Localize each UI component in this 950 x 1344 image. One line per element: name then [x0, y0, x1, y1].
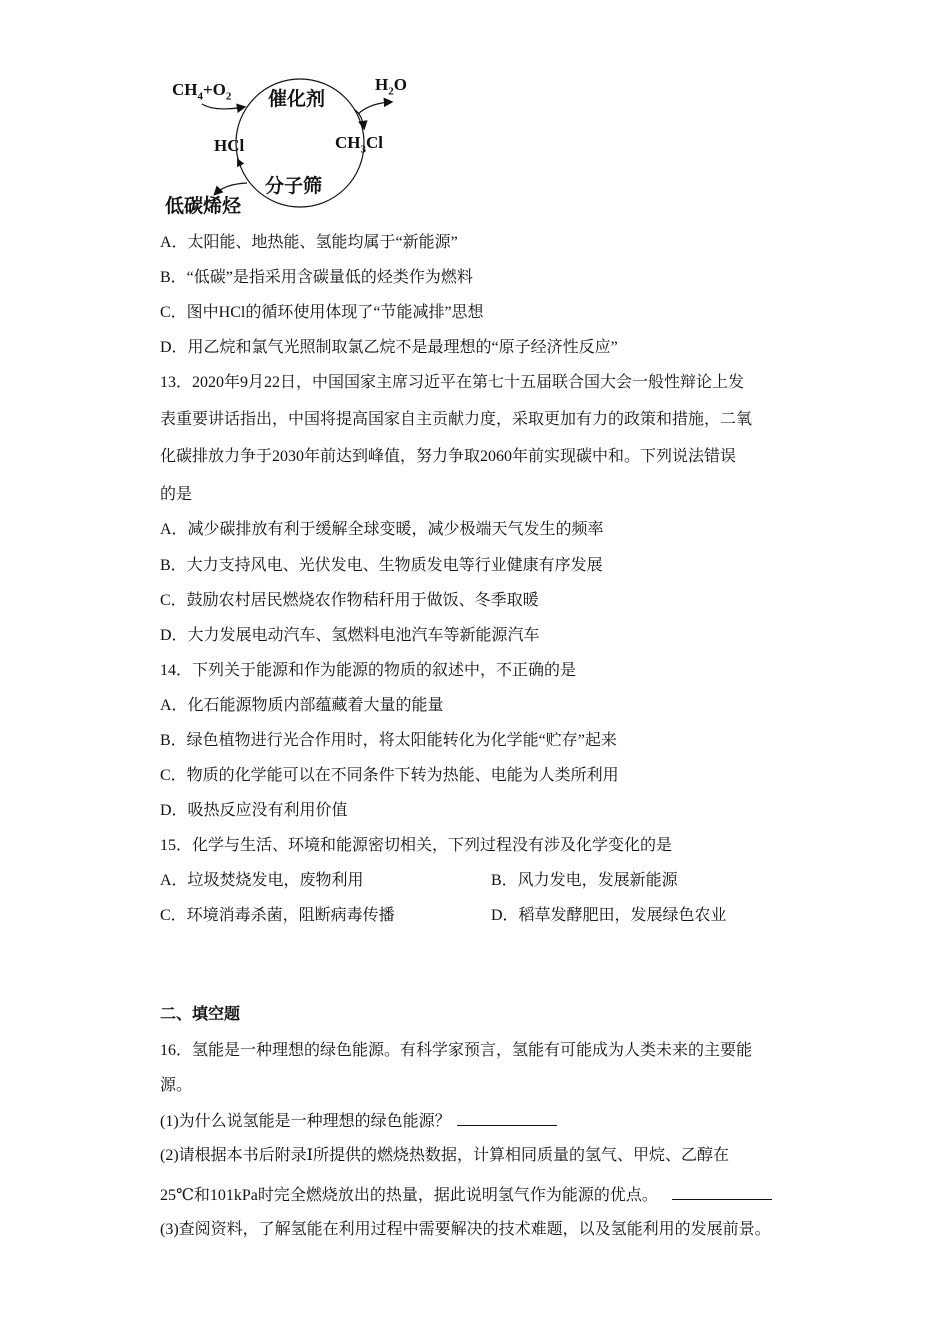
text: 4 [197, 90, 203, 103]
text: +O [203, 80, 226, 99]
q13-option-d: D．大力发展电动汽车、氢燃料电池汽车等新能源汽车 [160, 627, 540, 644]
q14-option-c: C．物质的化学能可以在不同条件下转为热能、电能为人类所利用 [160, 767, 619, 784]
catalyst-label: 催化剂 [268, 89, 326, 110]
hcl-label: HCl [214, 136, 245, 155]
q14-option-d: D．吸热反应没有利用价值 [160, 802, 348, 819]
section-heading: 二、填空题 [160, 1006, 241, 1023]
q12-option-a: A．太阳能、地热能、氢能均属于“新能源” [160, 234, 458, 251]
q16-part-2-cont [160, 1185, 772, 1206]
q15-option-d: D．稻草发酵肥田，发展绿色农业 [491, 907, 727, 924]
text: Cl [366, 133, 383, 152]
q15-option-b: B．风力发电，发展新能源 [491, 872, 678, 889]
text: (1)为什么说氢能是一种理想的绿色能源？ [160, 1113, 451, 1130]
q16-stem-line: 16．氢能是一种理想的绿色能源。有科学家预言，氢能有可能成为人类未来的主要能 [160, 1042, 753, 1059]
text: H [375, 75, 389, 94]
q13-option-b: B．大力支持风电、光伏发电、生物质发电等行业健康有序发展 [160, 557, 603, 574]
q16-stem-line: 源。 [160, 1077, 193, 1094]
text: CH [335, 133, 361, 152]
q13-stem-line: 表重要讲话指出，中国将提高国家自主贡献力度，采取更加有力的政策和措施，二氧 [160, 411, 753, 428]
q14-option-b: B．绿色植物进行光合作用时，将太阳能转化为化学能“贮存”起来 [160, 732, 617, 749]
text: CH [172, 80, 198, 99]
q13-option-a: A．减少碳排放有利于缓解全球变暖，减少极端天气发生的频率 [160, 521, 604, 538]
cycle-arrows [0, 0, 950, 230]
q13-option-c: C．鼓励农村居民燃烧农作物秸秆用于做饭、冬季取暖 [160, 592, 539, 609]
q13-stem-line: 化碳排放力争于2030年前达到峰值，努力争取2060年前实现碳中和。下列说法错误 [160, 448, 737, 465]
olefin-label: 低碳烯烃 [165, 196, 242, 217]
q16-part-1 [160, 1111, 557, 1132]
q15-option-a: A．垃圾焚烧发电，废物利用 [160, 872, 364, 889]
q14-stem: 14．下列关于能源和作为能源的物质的叙述中，不正确的是 [160, 662, 577, 679]
text: 2 [388, 85, 394, 98]
text: 25℃和101kPa时完全燃烧放出的热量，据此说明氢气作为能源的优点。 [160, 1187, 658, 1204]
q13-stem-line: 13．2020年9月22日，中国国家主席习近平在第七十五届联合国大会一般性辩论上发 [160, 374, 745, 391]
ch3cl-label [335, 133, 383, 159]
q13-stem-line: 的是 [160, 486, 193, 503]
text: 2 [225, 90, 232, 103]
answer-blank[interactable] [457, 1111, 557, 1126]
q14-option-a: A．化石能源物质内部蕴藏着大量的能量 [160, 697, 444, 714]
reactants-label [172, 80, 231, 106]
text: O [393, 75, 407, 94]
q15-stem: 15．化学与生活、环境和能源密切相关，下列过程没有涉及化学变化的是 [160, 837, 673, 854]
q16-part-3: (3)查阅资料，了解氢能在利用过程中需要解决的技术难题，以及氢能利用的发展前景。 [160, 1221, 771, 1238]
q12-option-b: B．“低碳”是指采用含碳量低的烃类作为燃料 [160, 269, 473, 286]
water-label [375, 75, 407, 101]
q12-option-c: C．图中HCl的循环使用体现了“节能减排”思想 [160, 304, 484, 321]
q12-option-d: D．用乙烷和氯气光照制取氯乙烷不是最理想的“原子经济性反应” [160, 339, 618, 356]
q15-option-c: C．环境消毒杀菌，阻断病毒传播 [160, 907, 395, 924]
answer-blank[interactable] [672, 1185, 772, 1200]
molecular-sieve-label: 分子筛 [265, 176, 323, 197]
q16-part-2: (2)请根据本书后附录Ⅰ所提供的燃烧热数据，计算相同质量的氢气、甲烷、乙醇在 [160, 1147, 729, 1164]
text: 3 [360, 143, 366, 156]
